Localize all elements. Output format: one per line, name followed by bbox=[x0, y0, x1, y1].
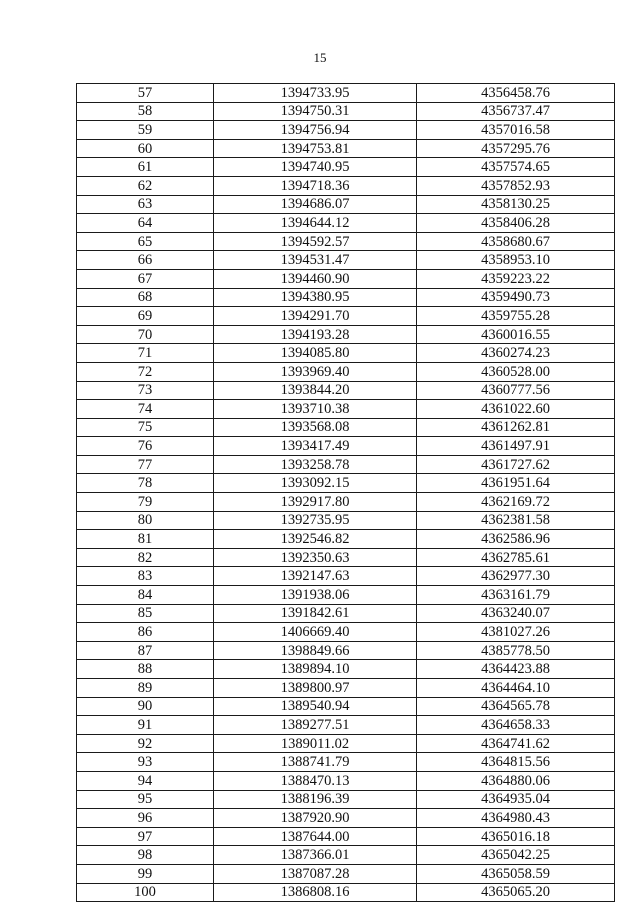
point-number-cell: 70 bbox=[77, 325, 214, 344]
x-coordinate-cell: 1392546.82 bbox=[214, 530, 417, 549]
table-row bbox=[77, 864, 615, 883]
y-coordinate-cell: 4362977.30 bbox=[417, 567, 615, 586]
y-coordinate-cell: 4356737.47 bbox=[417, 102, 615, 121]
x-coordinate-cell: 1394085.80 bbox=[214, 344, 417, 363]
point-number-cell: 86 bbox=[77, 623, 214, 642]
x-coordinate-cell: 1398849.66 bbox=[214, 641, 417, 660]
y-coordinate-cell: 4361951.64 bbox=[417, 474, 615, 493]
x-coordinate-cell: 1389011.02 bbox=[214, 734, 417, 753]
point-number-cell: 57 bbox=[77, 84, 214, 103]
x-coordinate-cell: 1392350.63 bbox=[214, 548, 417, 567]
x-coordinate-cell: 1393258.78 bbox=[214, 455, 417, 474]
x-coordinate-cell: 1393092.15 bbox=[214, 474, 417, 493]
table-row bbox=[77, 771, 615, 790]
table-row bbox=[77, 251, 615, 270]
y-coordinate-cell: 4365016.18 bbox=[417, 827, 615, 846]
point-number-cell: 76 bbox=[77, 437, 214, 456]
table-row bbox=[77, 660, 615, 679]
table-row bbox=[77, 697, 615, 716]
y-coordinate-cell: 4364741.62 bbox=[417, 734, 615, 753]
x-coordinate-cell: 1387366.01 bbox=[214, 846, 417, 865]
x-coordinate-cell: 1392735.95 bbox=[214, 511, 417, 530]
table-row bbox=[77, 679, 615, 698]
x-coordinate-cell: 1406669.40 bbox=[214, 623, 417, 642]
table-row bbox=[77, 400, 615, 419]
x-coordinate-cell: 1392917.80 bbox=[214, 493, 417, 512]
point-number-cell: 68 bbox=[77, 288, 214, 307]
y-coordinate-cell: 4381027.26 bbox=[417, 623, 615, 642]
x-coordinate-cell: 1392147.63 bbox=[214, 567, 417, 586]
y-coordinate-cell: 4365058.59 bbox=[417, 864, 615, 883]
y-coordinate-cell: 4360777.56 bbox=[417, 381, 615, 400]
table-row bbox=[77, 846, 615, 865]
table-row bbox=[77, 753, 615, 772]
x-coordinate-cell: 1394686.07 bbox=[214, 195, 417, 214]
point-number-cell: 71 bbox=[77, 344, 214, 363]
point-number-cell: 78 bbox=[77, 474, 214, 493]
x-coordinate-cell: 1394193.28 bbox=[214, 325, 417, 344]
x-coordinate-cell: 1393568.08 bbox=[214, 418, 417, 437]
point-number-cell: 85 bbox=[77, 604, 214, 623]
y-coordinate-cell: 4364815.56 bbox=[417, 753, 615, 772]
point-number-cell: 87 bbox=[77, 641, 214, 660]
y-coordinate-cell: 4358953.10 bbox=[417, 251, 615, 270]
table-row bbox=[77, 493, 615, 512]
y-coordinate-cell: 4356458.76 bbox=[417, 84, 615, 103]
y-coordinate-cell: 4365065.20 bbox=[417, 883, 615, 902]
point-number-cell: 99 bbox=[77, 864, 214, 883]
point-number-cell: 93 bbox=[77, 753, 214, 772]
table-row bbox=[77, 307, 615, 326]
y-coordinate-cell: 4359223.22 bbox=[417, 269, 615, 288]
point-number-cell: 83 bbox=[77, 567, 214, 586]
point-number-cell: 62 bbox=[77, 176, 214, 195]
table-row bbox=[77, 586, 615, 605]
x-coordinate-cell: 1388196.39 bbox=[214, 790, 417, 809]
x-coordinate-cell: 1394460.90 bbox=[214, 269, 417, 288]
x-coordinate-cell: 1394531.47 bbox=[214, 251, 417, 270]
point-number-cell: 69 bbox=[77, 307, 214, 326]
x-coordinate-cell: 1391842.61 bbox=[214, 604, 417, 623]
point-number-cell: 64 bbox=[77, 214, 214, 233]
table-row bbox=[77, 883, 615, 902]
y-coordinate-cell: 4360274.23 bbox=[417, 344, 615, 363]
table-row bbox=[77, 418, 615, 437]
y-coordinate-cell: 4360528.00 bbox=[417, 362, 615, 381]
y-coordinate-cell: 4362586.96 bbox=[417, 530, 615, 549]
table-row bbox=[77, 195, 615, 214]
point-number-cell: 59 bbox=[77, 121, 214, 140]
y-coordinate-cell: 4364565.78 bbox=[417, 697, 615, 716]
x-coordinate-cell: 1393710.38 bbox=[214, 400, 417, 419]
point-number-cell: 63 bbox=[77, 195, 214, 214]
y-coordinate-cell: 4385778.50 bbox=[417, 641, 615, 660]
table-row bbox=[77, 214, 615, 233]
y-coordinate-cell: 4361262.81 bbox=[417, 418, 615, 437]
table-row bbox=[77, 176, 615, 195]
table-row bbox=[77, 381, 615, 400]
x-coordinate-cell: 1387644.00 bbox=[214, 827, 417, 846]
y-coordinate-cell: 4358130.25 bbox=[417, 195, 615, 214]
page-number: 15 bbox=[313, 50, 327, 65]
point-number-cell: 60 bbox=[77, 139, 214, 158]
x-coordinate-cell: 1394740.95 bbox=[214, 158, 417, 177]
point-number-cell: 66 bbox=[77, 251, 214, 270]
y-coordinate-cell: 4359755.28 bbox=[417, 307, 615, 326]
point-number-cell: 72 bbox=[77, 362, 214, 381]
point-number-cell: 96 bbox=[77, 809, 214, 828]
table-row bbox=[77, 102, 615, 121]
y-coordinate-cell: 4364423.88 bbox=[417, 660, 615, 679]
y-coordinate-cell: 4364658.33 bbox=[417, 716, 615, 735]
table-row bbox=[77, 139, 615, 158]
x-coordinate-cell: 1391938.06 bbox=[214, 586, 417, 605]
table-row bbox=[77, 790, 615, 809]
table-row bbox=[77, 158, 615, 177]
y-coordinate-cell: 4357016.58 bbox=[417, 121, 615, 140]
y-coordinate-cell: 4363161.79 bbox=[417, 586, 615, 605]
x-coordinate-cell: 1389277.51 bbox=[214, 716, 417, 735]
x-coordinate-cell: 1393969.40 bbox=[214, 362, 417, 381]
point-number-cell: 73 bbox=[77, 381, 214, 400]
table-row bbox=[77, 474, 615, 493]
point-number-cell: 58 bbox=[77, 102, 214, 121]
table-row bbox=[77, 437, 615, 456]
x-coordinate-cell: 1389540.94 bbox=[214, 697, 417, 716]
x-coordinate-cell: 1386808.16 bbox=[214, 883, 417, 902]
x-coordinate-cell: 1394750.31 bbox=[214, 102, 417, 121]
point-number-cell: 84 bbox=[77, 586, 214, 605]
table-row bbox=[77, 530, 615, 549]
y-coordinate-cell: 4365042.25 bbox=[417, 846, 615, 865]
table-row bbox=[77, 325, 615, 344]
point-number-cell: 95 bbox=[77, 790, 214, 809]
point-number-cell: 91 bbox=[77, 716, 214, 735]
y-coordinate-cell: 4362169.72 bbox=[417, 493, 615, 512]
point-number-cell: 65 bbox=[77, 232, 214, 251]
y-coordinate-cell: 4359490.73 bbox=[417, 288, 615, 307]
table-row bbox=[77, 511, 615, 530]
point-number-cell: 79 bbox=[77, 493, 214, 512]
point-number-cell: 80 bbox=[77, 511, 214, 530]
table-row bbox=[77, 716, 615, 735]
y-coordinate-cell: 4364880.06 bbox=[417, 771, 615, 790]
y-coordinate-cell: 4357295.76 bbox=[417, 139, 615, 158]
point-number-cell: 77 bbox=[77, 455, 214, 474]
y-coordinate-cell: 4361727.62 bbox=[417, 455, 615, 474]
x-coordinate-cell: 1394733.95 bbox=[214, 84, 417, 103]
table-row bbox=[77, 344, 615, 363]
table-row bbox=[77, 641, 615, 660]
x-coordinate-cell: 1387920.90 bbox=[214, 809, 417, 828]
table-row bbox=[77, 232, 615, 251]
point-number-cell: 82 bbox=[77, 548, 214, 567]
point-number-cell: 90 bbox=[77, 697, 214, 716]
point-number-cell: 98 bbox=[77, 846, 214, 865]
point-number-cell: 74 bbox=[77, 400, 214, 419]
x-coordinate-cell: 1394644.12 bbox=[214, 214, 417, 233]
point-number-cell: 89 bbox=[77, 679, 214, 698]
x-coordinate-cell: 1393844.20 bbox=[214, 381, 417, 400]
y-coordinate-cell: 4364464.10 bbox=[417, 679, 615, 698]
y-coordinate-cell: 4364935.04 bbox=[417, 790, 615, 809]
table-row bbox=[77, 734, 615, 753]
table-row bbox=[77, 548, 615, 567]
y-coordinate-cell: 4360016.55 bbox=[417, 325, 615, 344]
y-coordinate-cell: 4363240.07 bbox=[417, 604, 615, 623]
point-number-cell: 88 bbox=[77, 660, 214, 679]
point-number-cell: 92 bbox=[77, 734, 214, 753]
y-coordinate-cell: 4357574.65 bbox=[417, 158, 615, 177]
x-coordinate-cell: 1387087.28 bbox=[214, 864, 417, 883]
table-row bbox=[77, 362, 615, 381]
table-row bbox=[77, 604, 615, 623]
x-coordinate-cell: 1394291.70 bbox=[214, 307, 417, 326]
x-coordinate-cell: 1394753.81 bbox=[214, 139, 417, 158]
y-coordinate-cell: 4358406.28 bbox=[417, 214, 615, 233]
x-coordinate-cell: 1394756.94 bbox=[214, 121, 417, 140]
y-coordinate-cell: 4358680.67 bbox=[417, 232, 615, 251]
table-row bbox=[77, 809, 615, 828]
y-coordinate-cell: 4364980.43 bbox=[417, 809, 615, 828]
point-number-cell: 100 bbox=[77, 883, 214, 902]
y-coordinate-cell: 4361022.60 bbox=[417, 400, 615, 419]
point-number-cell: 75 bbox=[77, 418, 214, 437]
point-number-cell: 67 bbox=[77, 269, 214, 288]
x-coordinate-cell: 1394592.57 bbox=[214, 232, 417, 251]
point-number-cell: 97 bbox=[77, 827, 214, 846]
point-number-cell: 94 bbox=[77, 771, 214, 790]
x-coordinate-cell: 1394718.36 bbox=[214, 176, 417, 195]
table-row bbox=[77, 567, 615, 586]
x-coordinate-cell: 1394380.95 bbox=[214, 288, 417, 307]
table-row bbox=[77, 84, 615, 103]
coordinate-table bbox=[76, 83, 615, 902]
y-coordinate-cell: 4361497.91 bbox=[417, 437, 615, 456]
x-coordinate-cell: 1388470.13 bbox=[214, 771, 417, 790]
x-coordinate-cell: 1388741.79 bbox=[214, 753, 417, 772]
y-coordinate-cell: 4357852.93 bbox=[417, 176, 615, 195]
table-row bbox=[77, 623, 615, 642]
table-row bbox=[77, 288, 615, 307]
point-number-cell: 81 bbox=[77, 530, 214, 549]
x-coordinate-cell: 1389894.10 bbox=[214, 660, 417, 679]
table-row bbox=[77, 455, 615, 474]
table-row bbox=[77, 121, 615, 140]
table-row bbox=[77, 827, 615, 846]
x-coordinate-cell: 1389800.97 bbox=[214, 679, 417, 698]
y-coordinate-cell: 4362785.61 bbox=[417, 548, 615, 567]
table-body bbox=[77, 84, 615, 902]
point-number-cell: 61 bbox=[77, 158, 214, 177]
x-coordinate-cell: 1393417.49 bbox=[214, 437, 417, 456]
y-coordinate-cell: 4362381.58 bbox=[417, 511, 615, 530]
table-row bbox=[77, 269, 615, 288]
